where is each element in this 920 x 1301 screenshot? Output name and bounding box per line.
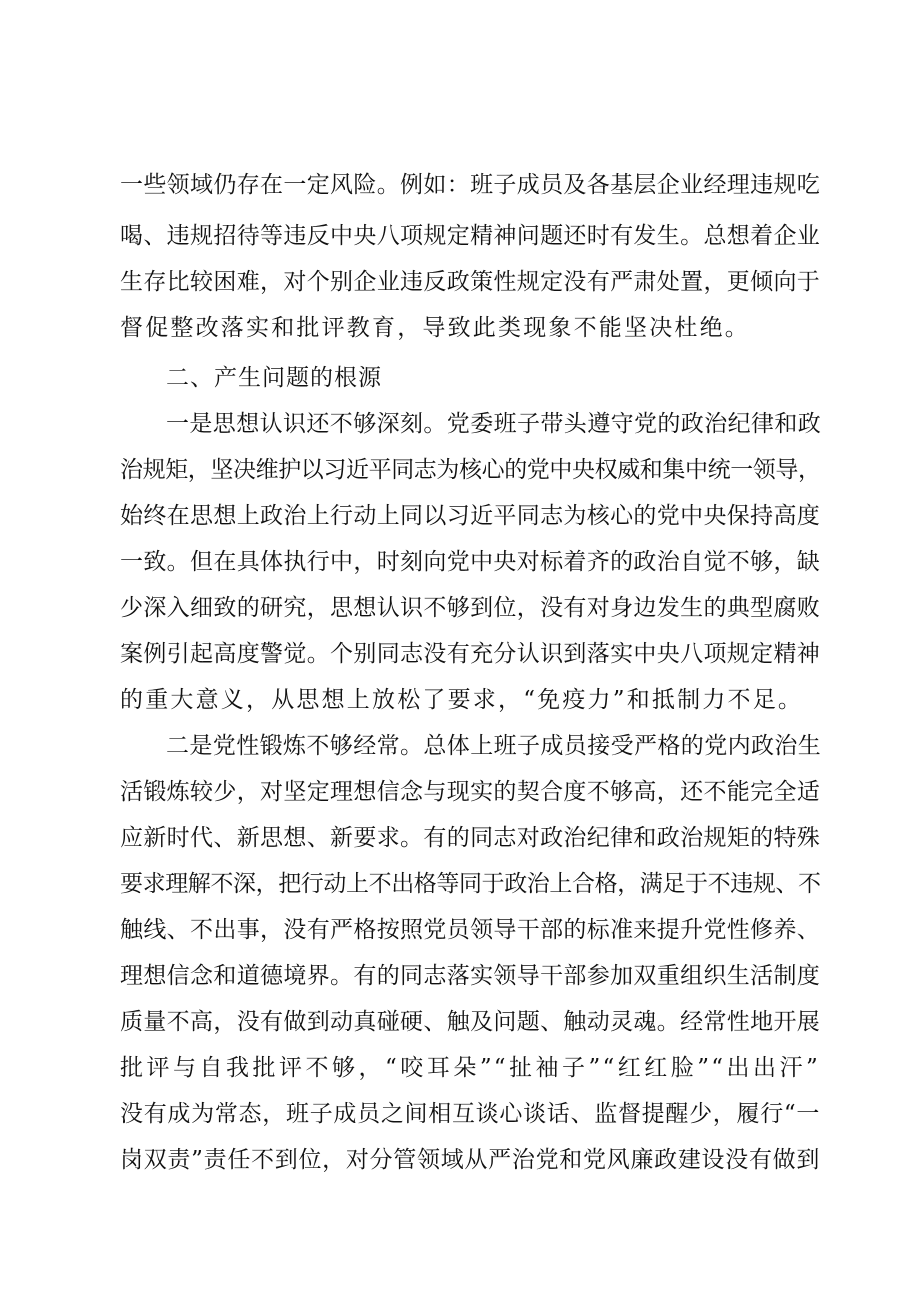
text-line: 要求理解不深，把行动上不出格等同于政治上合格，满足于不违规、不: [120, 871, 821, 897]
text-line: 案例引起高度警觉。个别同志没有充分认识到落实中央八项规定精神: [120, 641, 820, 667]
text-line: 岗双责”责任不到位，对分管领域从严治党和党风廉政建设没有做到: [120, 1147, 820, 1173]
paragraph-first-line: 二是党性锻炼不够经常。总体上班子成员接受严格的党内政治生: [166, 733, 822, 759]
text-line: 生存比较困难，对个别企业违反政策性规定没有严肃处置，更倾向于: [120, 269, 820, 295]
paragraph-first-line: 一是思想认识还不够深刻。党委班子带头遵守党的政治纪律和政: [166, 411, 822, 437]
text-line: 督促整改落实和批评教育，导致此类现象不能坚决杜绝。: [120, 315, 750, 341]
text-line: 一些领域仍存在一定风险。例如：班子成员及各基层企业经理违规吃: [120, 172, 820, 198]
text-line: 治规矩，坚决维护以习近平同志为核心的党中央权威和集中统一领导，: [120, 457, 821, 483]
text-line: 一致。但在具体执行中，时刻向党中央对标着齐的政治自觉不够，缺: [120, 549, 820, 575]
text-line: 少深入细致的研究，思想认识不够到位，没有对身边发生的典型腐败: [120, 595, 820, 621]
section-heading: 二、产生问题的根源: [166, 365, 382, 391]
text-line: 没有成为常态，班子成员之间相互谈心谈话、监督提醒少，履行“一: [120, 1101, 820, 1127]
text-line: 始终在思想上政治上行动上同以习近平同志为核心的党中央保持高度: [120, 503, 820, 529]
text-line: 的重大意义，从思想上放松了要求，“免疫力”和抵制力不足。: [120, 687, 804, 713]
text-line: 理想信念和道德境界。有的同志落实领导干部参加双重组织生活制度: [120, 963, 820, 989]
text-line: 触线、不出事，没有严格按照党员领导干部的标准来提升党性修养、: [120, 917, 820, 943]
text-line: 活锻炼较少，对坚定理想信念与现实的契合度不够高，还不能完全适: [120, 779, 820, 805]
text-line: 应新时代、新思想、新要求。有的同志对政治纪律和政治规矩的特殊: [120, 825, 820, 851]
text-line: 喝、违规招待等违反中央八项规定精神问题还时有发生。总想着企业: [120, 223, 820, 249]
text-line: 批评与自我批评不够，“咬耳朵”“扯袖子”“红红脸”“出出汗”: [120, 1055, 820, 1081]
text-line: 质量不高，没有做到动真碰硬、触及问题、触动灵魂。经常性地开展: [120, 1009, 820, 1035]
